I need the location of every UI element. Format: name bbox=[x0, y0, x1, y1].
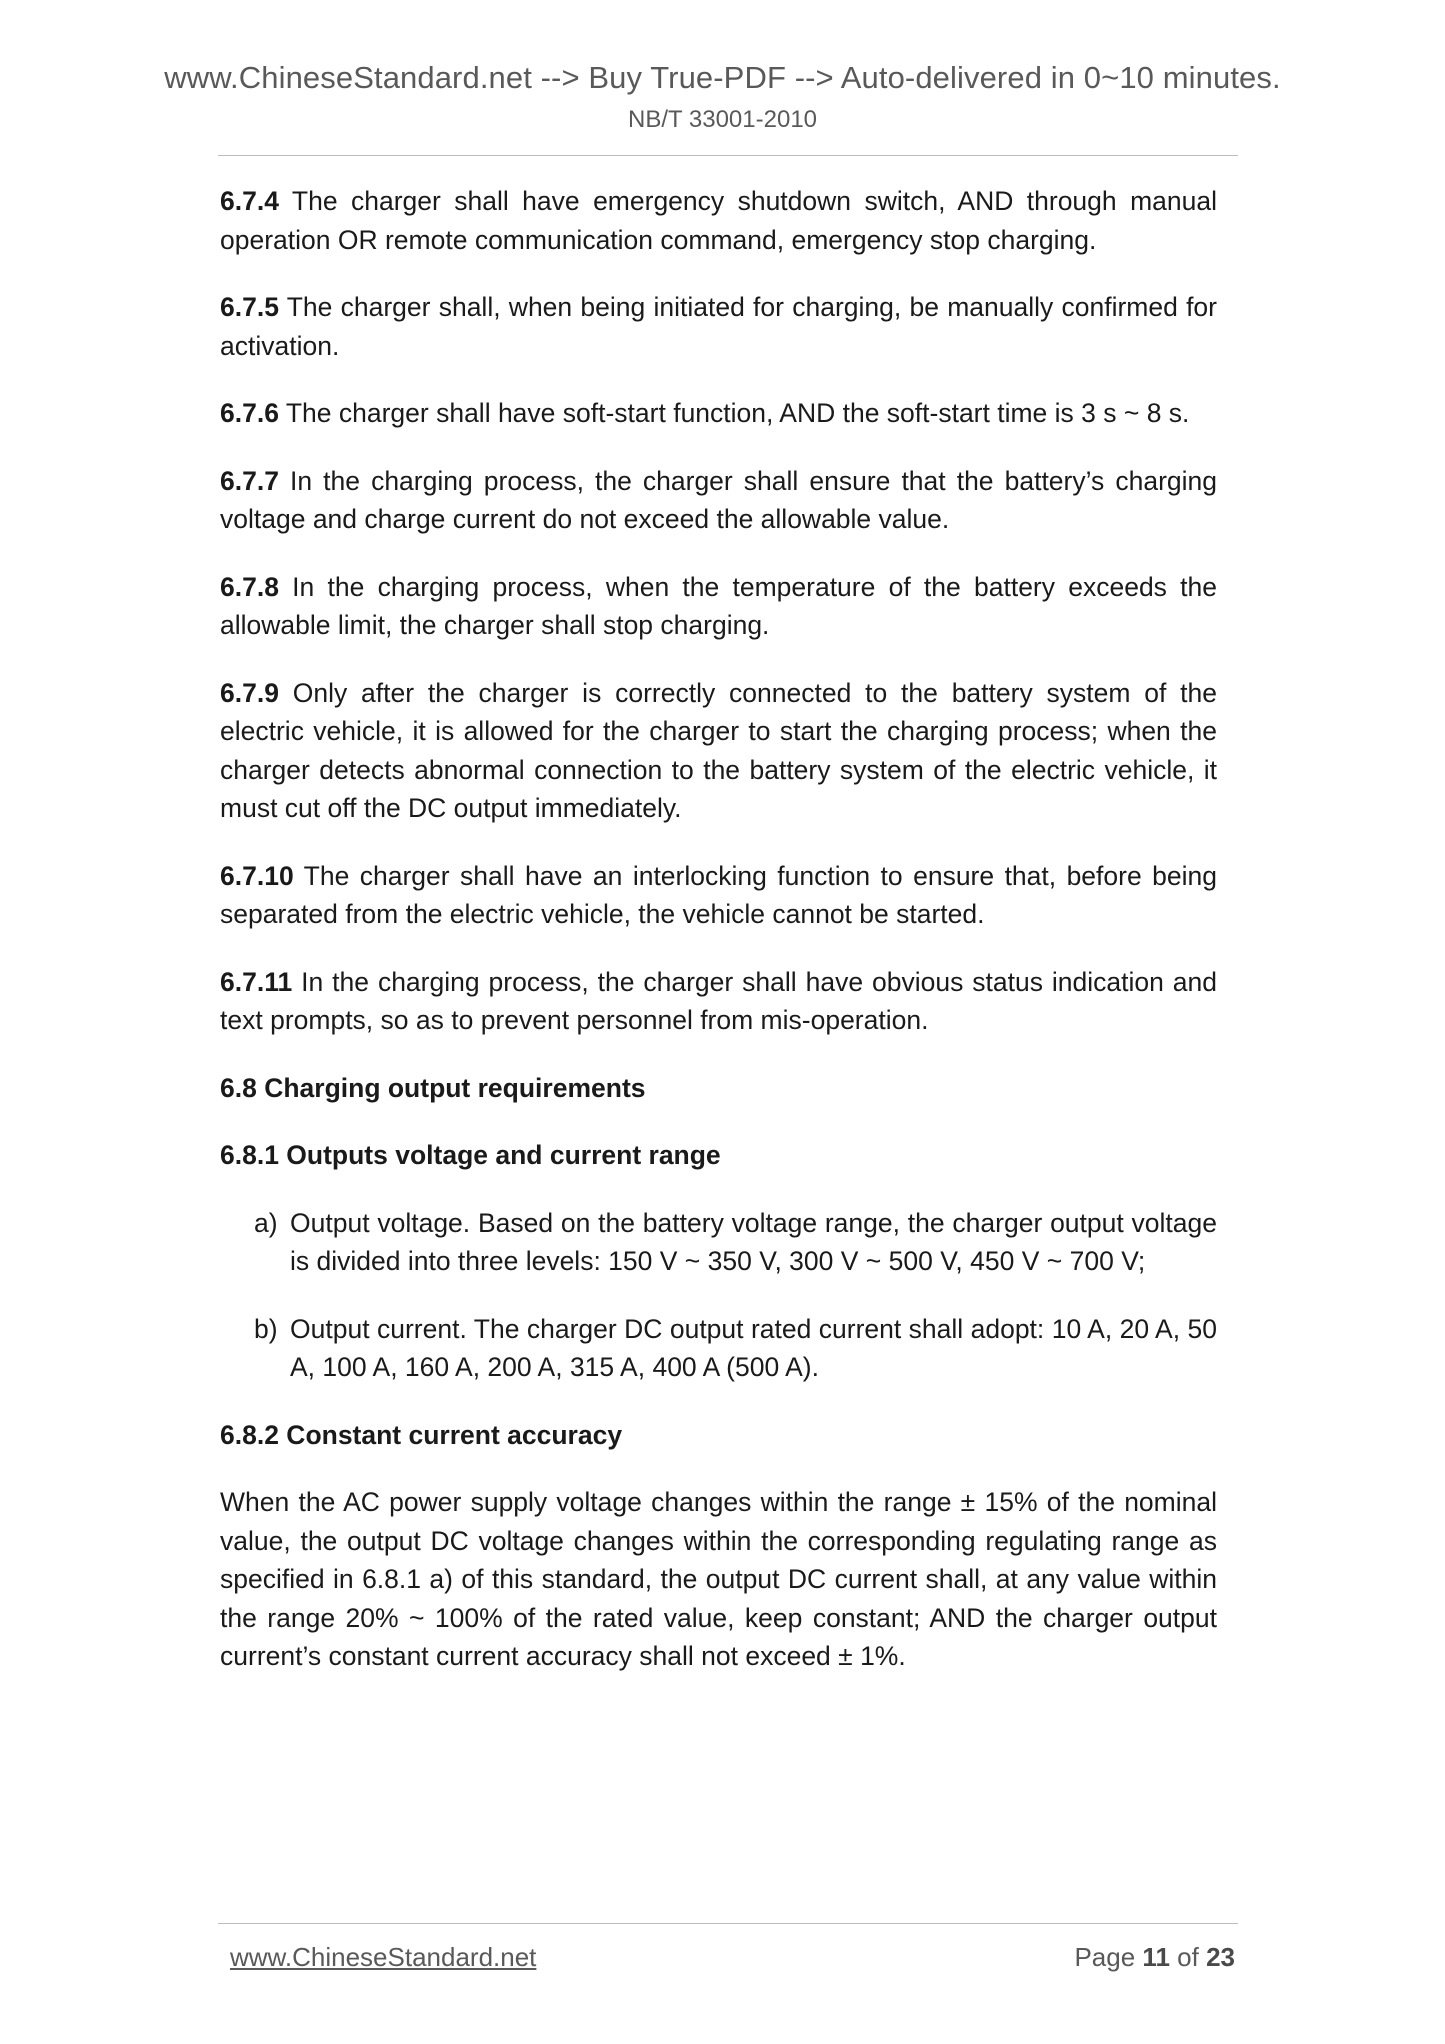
subsection-heading-6-8-1: 6.8.1 Outputs voltage and current range bbox=[220, 1140, 721, 1170]
clause-6-7-8 bbox=[220, 568, 1217, 645]
page-of: of bbox=[1177, 1942, 1199, 1972]
footer-divider bbox=[218, 1923, 1238, 1924]
clause-text: Only after the charger is correctly connected to the battery system of the electric vehicle, it is allowed for the charger to start the charging process; when the charger detects abnormal connection to the battery system of the electric vehicle, it must cut off the DC output immediately. bbox=[220, 677, 1217, 823]
clause-6-7-6 bbox=[220, 394, 1217, 433]
clause-text: The charger shall have soft-start function, AND the soft-start time is 3 s ~ 8 s. bbox=[278, 398, 1190, 428]
clause-6-7-4 bbox=[220, 182, 1217, 259]
page-current: 11 bbox=[1142, 1942, 1170, 1972]
list-item-text: Output voltage. Based on the battery voltage range, the charger output voltage is divided into three levels: 150 V ~ 350 V, 300 V ~ 500 V, 450 V ~ 700 V; bbox=[290, 1207, 1217, 1276]
document-body bbox=[220, 182, 1217, 1705]
page-indicator bbox=[1074, 1940, 1235, 1974]
list-marker: a) bbox=[254, 1207, 278, 1238]
subsection-heading-6-8-2: 6.8.2 Constant current accuracy bbox=[220, 1419, 623, 1450]
clause-6-7-7 bbox=[220, 462, 1217, 539]
list-item bbox=[254, 1204, 1217, 1281]
list-item-text: Output current. The charger DC output rated current shall adopt: 10 A, 20 A, 50 A, 100 A, 160 A, 200 A, 315 A, 400 A (500 A). bbox=[290, 1313, 1217, 1382]
clause-number: 6.7.4 bbox=[220, 186, 279, 216]
clause-number: 6.7.9 bbox=[220, 677, 279, 708]
clause-number: 6.7.8 bbox=[220, 571, 279, 602]
clause-number: 6.7.10 bbox=[220, 860, 294, 891]
clause-6-7-10 bbox=[220, 857, 1217, 934]
clause-text: In the charging process, the charger shall ensure that the battery’s charging voltage and charge current do not exceed the allowable value. bbox=[220, 465, 1217, 534]
section-heading-6-8: 6.8 Charging output requirements bbox=[220, 1072, 646, 1103]
list-marker: b) bbox=[254, 1313, 278, 1344]
clause-number: 6.7.6 bbox=[220, 398, 279, 428]
page-label: Page bbox=[1074, 1942, 1136, 1972]
clause-number: 6.7.5 bbox=[220, 292, 279, 322]
clause-6-7-9 bbox=[220, 674, 1217, 828]
clause-6-7-11 bbox=[220, 963, 1217, 1040]
header-banner[interactable]: www.ChineseStandard.net --> Buy True-PDF --> Auto-delivered in 0~10 minutes. bbox=[164, 60, 1281, 95]
clause-number: 6.7.7 bbox=[220, 465, 279, 496]
list-item bbox=[254, 1310, 1217, 1387]
clause-text: The charger shall, when being initiated for charging, be manually confirmed for activation. bbox=[220, 292, 1217, 361]
footer-site-link[interactable]: www.ChineseStandard.net bbox=[230, 1942, 537, 1972]
clause-text: In the charging process, when the temperature of the battery exceeds the allowable limit, the charger shall stop charging. bbox=[220, 571, 1217, 640]
clause-text: The charger shall have emergency shutdown switch, AND through manual operation OR remote communication command, emergency stop charging. bbox=[220, 186, 1217, 255]
clause-text: The charger shall have an interlocking function to ensure that, before being separated from the electric vehicle, the vehicle cannot be started. bbox=[220, 860, 1217, 929]
clause-text: In the charging process, the charger shall have obvious status indication and text prompts, so as to prevent personnel from mis-operation. bbox=[220, 966, 1217, 1035]
standard-number: NB/T 33001-2010 bbox=[627, 106, 818, 133]
header-divider bbox=[218, 155, 1238, 156]
page-total: 23 bbox=[1206, 1942, 1235, 1972]
clause-number: 6.7.11 bbox=[220, 966, 293, 997]
page-header bbox=[0, 58, 1445, 136]
clause-6-7-5 bbox=[220, 288, 1217, 365]
paragraph-6-8-2: When the AC power supply voltage changes within the range ± 15% of the nominal value, the output DC voltage changes within the corresponding regulating range as specified in 6.8.1 a) of this standard, the output DC current shall, at any value within the range 20% ~ 100% of the rated value, keep constant; AND the charger output current’s constant current accuracy shall not exceed ± 1%. bbox=[220, 1487, 1217, 1671]
